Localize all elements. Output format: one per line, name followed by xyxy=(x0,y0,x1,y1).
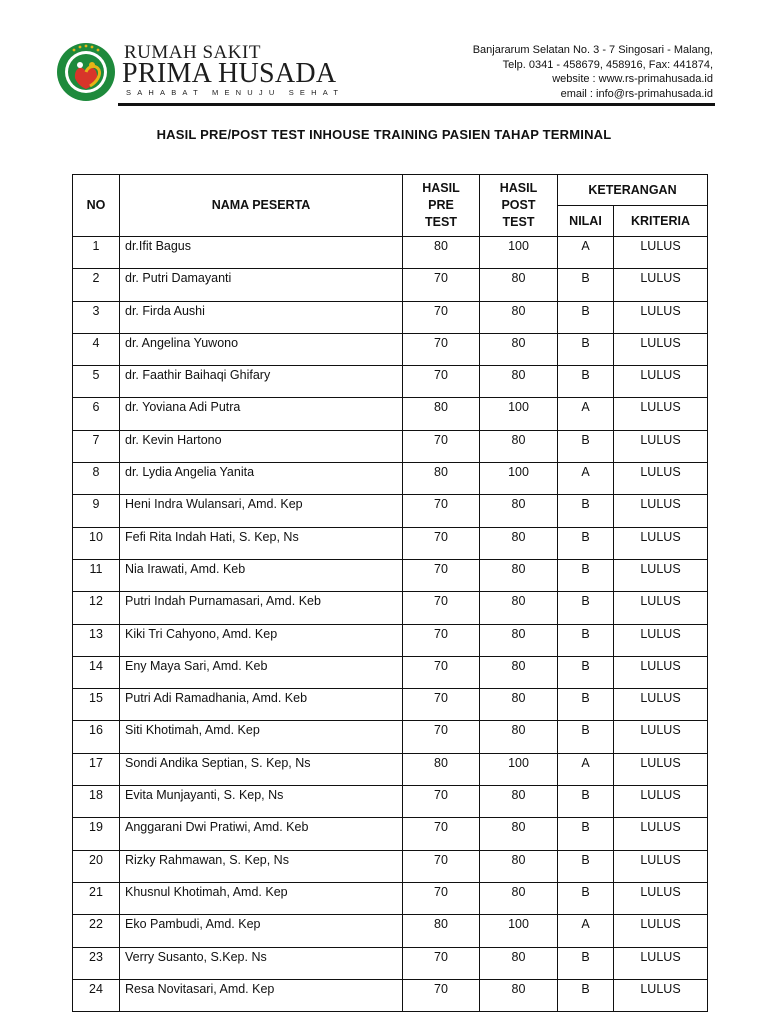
cell-nilai: B xyxy=(558,333,614,365)
cell-nilai: A xyxy=(558,915,614,947)
cell-pre: 70 xyxy=(403,689,480,721)
cell-nilai: B xyxy=(558,979,614,1011)
cell-no: 5 xyxy=(73,366,120,398)
cell-nilai: B xyxy=(558,786,614,818)
results-table xyxy=(72,174,708,1012)
table-row xyxy=(73,398,708,430)
table-row xyxy=(73,721,708,753)
cell-post: 80 xyxy=(480,624,558,656)
cell-nama: Evita Munjayanti, S. Kep, Ns xyxy=(120,786,403,818)
cell-no: 20 xyxy=(73,850,120,882)
header-nama-peserta: NAMA PESERTA xyxy=(120,175,403,237)
cell-pre: 70 xyxy=(403,721,480,753)
cell-nama: Fefi Rita Indah Hati, S. Kep, Ns xyxy=(120,527,403,559)
cell-nama: dr. Lydia Angelia Yanita xyxy=(120,463,403,495)
cell-kriteria: LULUS xyxy=(614,689,708,721)
header-no: NO xyxy=(73,175,120,237)
cell-nilai: B xyxy=(558,656,614,688)
cell-nama: Sondi Andika Septian, S. Kep, Ns xyxy=(120,753,403,785)
website-line: website : www.rs-primahusada.id xyxy=(552,73,713,85)
header-hasil-pre-test xyxy=(403,175,480,237)
cell-kriteria: LULUS xyxy=(614,753,708,785)
cell-post: 80 xyxy=(480,721,558,753)
cell-post: 100 xyxy=(480,398,558,430)
cell-post: 80 xyxy=(480,689,558,721)
cell-post: 80 xyxy=(480,559,558,591)
table-row xyxy=(73,947,708,979)
email-line: email : info@rs-primahusada.id xyxy=(560,87,713,100)
table-row xyxy=(73,269,708,301)
cell-kriteria: LULUS xyxy=(614,786,708,818)
table-row xyxy=(73,366,708,398)
cell-pre: 70 xyxy=(403,269,480,301)
cell-nilai: B xyxy=(558,721,614,753)
cell-nilai: B xyxy=(558,947,614,979)
table-row xyxy=(73,656,708,688)
cell-post: 80 xyxy=(480,656,558,688)
cell-kriteria: LULUS xyxy=(614,979,708,1011)
cell-no: 8 xyxy=(73,463,120,495)
cell-nilai: B xyxy=(558,269,614,301)
cell-post: 100 xyxy=(480,753,558,785)
hospital-name-small: RUMAH SAKIT xyxy=(124,42,261,63)
header-hasil-post-test xyxy=(480,175,558,237)
cell-nama: Putri Adi Ramadhania, Amd. Keb xyxy=(120,689,403,721)
cell-pre: 70 xyxy=(403,656,480,688)
cell-nama: dr. Putri Damayanti xyxy=(120,269,403,301)
cell-kriteria: LULUS xyxy=(614,366,708,398)
cell-nama: Eko Pambudi, Amd. Kep xyxy=(120,915,403,947)
header-post-line: POST xyxy=(501,198,536,212)
table-row xyxy=(73,882,708,914)
cell-nilai: B xyxy=(558,495,614,527)
cell-no: 24 xyxy=(73,979,120,1011)
header-post-line: TEST xyxy=(502,215,535,229)
cell-pre: 70 xyxy=(403,947,480,979)
table-row xyxy=(73,689,708,721)
cell-kriteria: LULUS xyxy=(614,269,708,301)
cell-no: 4 xyxy=(73,333,120,365)
cell-pre: 80 xyxy=(403,915,480,947)
table-row xyxy=(73,430,708,462)
cell-nilai: A xyxy=(558,398,614,430)
table-row xyxy=(73,915,708,947)
cell-nilai: B xyxy=(558,818,614,850)
cell-pre: 70 xyxy=(403,301,480,333)
header-post-line: HASIL xyxy=(499,181,538,195)
address-line: Banjararum Selatan No. 3 - 7 Singosari - Malang, xyxy=(472,44,713,56)
cell-post: 100 xyxy=(480,463,558,495)
cell-nilai: A xyxy=(558,463,614,495)
cell-pre: 70 xyxy=(403,882,480,914)
cell-pre: 70 xyxy=(403,592,480,624)
cell-kriteria: LULUS xyxy=(614,818,708,850)
cell-nama: Eny Maya Sari, Amd. Keb xyxy=(120,656,403,688)
cell-nama: Kiki Tri Cahyono, Amd. Kep xyxy=(120,624,403,656)
table-row xyxy=(73,753,708,785)
cell-no: 6 xyxy=(73,398,120,430)
cell-no: 17 xyxy=(73,753,120,785)
cell-post: 100 xyxy=(480,915,558,947)
cell-kriteria: LULUS xyxy=(614,237,708,269)
cell-nilai: B xyxy=(558,366,614,398)
cell-kriteria: LULUS xyxy=(614,947,708,979)
cell-no: 16 xyxy=(73,721,120,753)
cell-post: 80 xyxy=(480,592,558,624)
cell-kriteria: LULUS xyxy=(614,430,708,462)
cell-kriteria: LULUS xyxy=(614,915,708,947)
cell-nilai: B xyxy=(558,882,614,914)
cell-no: 13 xyxy=(73,624,120,656)
cell-no: 21 xyxy=(73,882,120,914)
cell-nilai: A xyxy=(558,753,614,785)
cell-kriteria: LULUS xyxy=(614,527,708,559)
cell-no: 12 xyxy=(73,592,120,624)
cell-pre: 70 xyxy=(403,430,480,462)
cell-kriteria: LULUS xyxy=(614,656,708,688)
cell-pre: 70 xyxy=(403,527,480,559)
cell-post: 80 xyxy=(480,850,558,882)
cell-nama: dr. Firda Aushi xyxy=(120,301,403,333)
cell-pre: 70 xyxy=(403,979,480,1011)
cell-pre: 70 xyxy=(403,333,480,365)
cell-kriteria: LULUS xyxy=(614,398,708,430)
cell-post: 80 xyxy=(480,333,558,365)
cell-pre: 80 xyxy=(403,463,480,495)
letterhead xyxy=(0,0,768,108)
cell-pre: 70 xyxy=(403,366,480,398)
cell-no: 3 xyxy=(73,301,120,333)
cell-no: 22 xyxy=(73,915,120,947)
header-nilai: NILAI xyxy=(558,206,614,237)
cell-kriteria: LULUS xyxy=(614,850,708,882)
header-pre-line: TEST xyxy=(425,215,457,229)
cell-nama: Khusnul Khotimah, Amd. Kep xyxy=(120,882,403,914)
table-row xyxy=(73,301,708,333)
cell-post: 80 xyxy=(480,301,558,333)
cell-pre: 70 xyxy=(403,818,480,850)
cell-nama: Rizky Rahmawan, S. Kep, Ns xyxy=(120,850,403,882)
cell-nilai: B xyxy=(558,850,614,882)
cell-no: 10 xyxy=(73,527,120,559)
cell-kriteria: LULUS xyxy=(614,592,708,624)
cell-post: 80 xyxy=(480,882,558,914)
table-row xyxy=(73,818,708,850)
cell-pre: 70 xyxy=(403,850,480,882)
cell-pre: 80 xyxy=(403,753,480,785)
cell-nama: Heni Indra Wulansari, Amd. Kep xyxy=(120,495,403,527)
cell-post: 80 xyxy=(480,495,558,527)
table-row xyxy=(73,559,708,591)
cell-nama: dr. Angelina Yuwono xyxy=(120,333,403,365)
cell-post: 80 xyxy=(480,269,558,301)
cell-no: 2 xyxy=(73,269,120,301)
cell-nilai: B xyxy=(558,689,614,721)
cell-post: 80 xyxy=(480,818,558,850)
cell-nilai: B xyxy=(558,559,614,591)
cell-no: 1 xyxy=(73,237,120,269)
cell-no: 9 xyxy=(73,495,120,527)
cell-nama: dr. Faathir Baihaqi Ghifary xyxy=(120,366,403,398)
table-row xyxy=(73,495,708,527)
cell-nilai: B xyxy=(558,527,614,559)
document-title: HASIL PRE/POST TEST INHOUSE TRAINING PASIEN TAHAP TERMINAL xyxy=(156,127,612,142)
table-row xyxy=(73,463,708,495)
cell-post: 80 xyxy=(480,527,558,559)
cell-nama: dr.Ifit Bagus xyxy=(120,237,403,269)
table-row xyxy=(73,786,708,818)
cell-nilai: B xyxy=(558,430,614,462)
cell-post: 80 xyxy=(480,786,558,818)
cell-kriteria: LULUS xyxy=(614,721,708,753)
table-row xyxy=(73,333,708,365)
cell-post: 80 xyxy=(480,430,558,462)
cell-kriteria: LULUS xyxy=(614,333,708,365)
cell-no: 7 xyxy=(73,430,120,462)
cell-pre: 70 xyxy=(403,495,480,527)
cell-pre: 70 xyxy=(403,786,480,818)
cell-post: 100 xyxy=(480,237,558,269)
header-kriteria: KRITERIA xyxy=(614,206,708,237)
cell-nama: Putri Indah Purnamasari, Amd. Keb xyxy=(120,592,403,624)
cell-pre: 80 xyxy=(403,398,480,430)
address-block xyxy=(473,43,713,101)
cell-nama: Nia Irawati, Amd. Keb xyxy=(120,559,403,591)
hospital-tagline: SAHABAT MENUJU SEHAT xyxy=(126,88,345,97)
cell-nama: dr. Yoviana Adi Putra xyxy=(120,398,403,430)
phone-line: Telp. 0341 - 458679, 458916, Fax: 441874, xyxy=(502,58,713,71)
cell-kriteria: LULUS xyxy=(614,495,708,527)
cell-nama: Resa Novitasari, Amd. Kep xyxy=(120,979,403,1011)
cell-post: 80 xyxy=(480,366,558,398)
cell-no: 15 xyxy=(73,689,120,721)
rs-logo-icon xyxy=(56,42,116,102)
cell-nama: Siti Khotimah, Amd. Kep xyxy=(120,721,403,753)
cell-no: 23 xyxy=(73,947,120,979)
header-pre-line: HASIL xyxy=(422,181,460,195)
cell-pre: 70 xyxy=(403,559,480,591)
cell-nama: dr. Kevin Hartono xyxy=(120,430,403,462)
cell-no: 18 xyxy=(73,786,120,818)
cell-nilai: B xyxy=(558,301,614,333)
cell-pre: 70 xyxy=(403,624,480,656)
table-row xyxy=(73,237,708,269)
cell-kriteria: LULUS xyxy=(614,624,708,656)
cell-kriteria: LULUS xyxy=(614,301,708,333)
header-keterangan: KETERANGAN xyxy=(558,175,708,206)
cell-pre: 80 xyxy=(403,237,480,269)
cell-nama: Verry Susanto, S.Kep. Ns xyxy=(120,947,403,979)
cell-post: 80 xyxy=(480,979,558,1011)
table-row xyxy=(73,850,708,882)
table-row xyxy=(73,624,708,656)
cell-nama: Anggarani Dwi Pratiwi, Amd. Keb xyxy=(120,818,403,850)
cell-post: 80 xyxy=(480,947,558,979)
cell-kriteria: LULUS xyxy=(614,882,708,914)
cell-nilai: B xyxy=(558,592,614,624)
table-row xyxy=(73,979,708,1011)
cell-nilai: B xyxy=(558,624,614,656)
table-row xyxy=(73,527,708,559)
table-row xyxy=(73,592,708,624)
cell-nilai: A xyxy=(558,237,614,269)
hospital-name-big: PRIMA HUSADA xyxy=(122,58,337,89)
cell-kriteria: LULUS xyxy=(614,559,708,591)
cell-no: 14 xyxy=(73,656,120,688)
cell-no: 11 xyxy=(73,559,120,591)
cell-kriteria: LULUS xyxy=(614,463,708,495)
cell-no: 19 xyxy=(73,818,120,850)
header-pre-line: PRE xyxy=(428,198,454,212)
table-body xyxy=(73,237,708,1012)
header-divider xyxy=(118,103,715,106)
